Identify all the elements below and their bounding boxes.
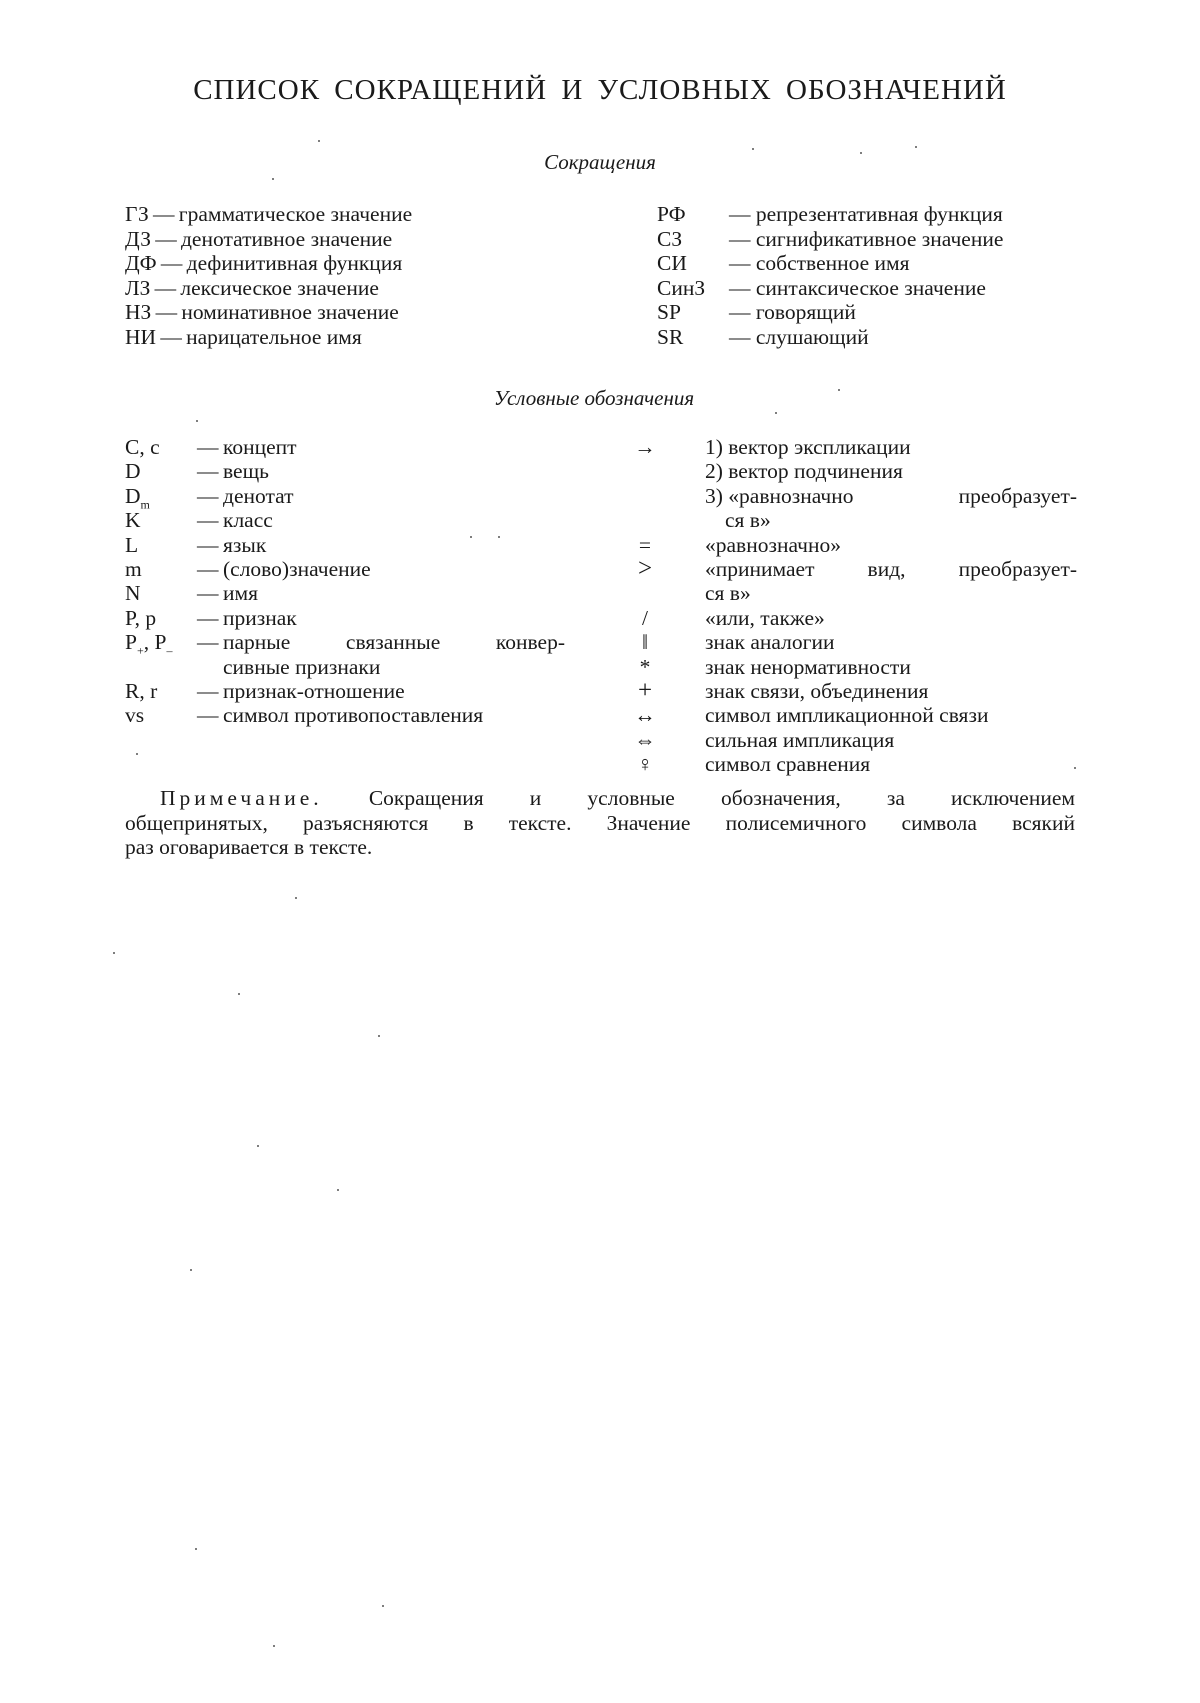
scan-speck <box>838 389 840 391</box>
symbol-desc: признак-отношение <box>223 678 405 703</box>
symbol-desc: денотат <box>223 483 294 508</box>
abbreviation-term: ЛЗ <box>125 275 151 300</box>
symbol-row <box>125 533 575 557</box>
symbol-desc: имя <box>223 581 259 606</box>
symbol-desc-continuation: ся в» <box>705 581 751 606</box>
abbreviation-term: РФ <box>657 202 686 226</box>
abbreviations-left-list <box>125 202 412 349</box>
comparison-icon: ♀ <box>636 752 654 777</box>
dash: — <box>155 226 177 251</box>
abbreviation-desc: слушающий <box>755 324 869 349</box>
dash: — <box>155 300 178 324</box>
dash: — <box>153 202 175 226</box>
abbreviation-desc: сигнификативное значение <box>755 226 1004 251</box>
abbreviation-row <box>657 325 1003 350</box>
dash: — <box>160 251 183 275</box>
symbol-row-continuation <box>625 508 1077 532</box>
abbreviation-desc: дефинитивная функция <box>186 251 403 275</box>
symbol-desc <box>705 557 1077 581</box>
symbol-row <box>625 752 1077 776</box>
abbreviation-desc: нарицательное имя <box>186 324 362 349</box>
desc-word: 3) «равнозначно <box>705 483 854 508</box>
strong-implication-icon: ⇔ <box>634 727 656 752</box>
symbol-term-base: P <box>154 630 167 655</box>
symbol-desc: вещь <box>223 459 269 484</box>
note-line: раз оговаривается в тексте. <box>125 835 373 859</box>
scan-speck <box>195 1548 197 1550</box>
symbol-row <box>125 703 575 727</box>
abbreviation-desc: лексическое значение <box>180 275 379 300</box>
symbol-desc-continuation: сивные признаки <box>223 654 381 679</box>
desc-word: «принимает <box>705 556 815 581</box>
symbol-row <box>125 557 575 581</box>
abbreviation-term: ДЗ <box>125 226 151 251</box>
dash: — <box>197 508 219 533</box>
abbreviation-row <box>125 202 412 227</box>
abbreviation-row <box>657 300 1003 325</box>
symbol-desc <box>705 484 1077 508</box>
symbol-desc: «равнозначно» <box>705 532 841 557</box>
symbol-desc: знак связи, объединения <box>705 678 929 703</box>
symbol-desc: знак ненормативности <box>705 654 911 679</box>
scan-speck <box>238 993 240 995</box>
abbreviation-term: SR <box>657 324 684 349</box>
scan-speck <box>860 152 862 154</box>
scan-speck <box>136 753 138 755</box>
abbreviation-row <box>657 202 1003 227</box>
asterisk-icon: * <box>639 654 651 679</box>
symbol-term: m <box>125 556 142 581</box>
dash: — <box>197 556 219 581</box>
symbols-right-list <box>625 435 1077 776</box>
symbol-desc: концепт <box>223 435 297 459</box>
symbol-row <box>625 630 1077 654</box>
dash: — <box>729 202 751 226</box>
desc-word: преобразует- <box>958 483 1077 508</box>
dash: — <box>197 435 219 459</box>
note-paragraph <box>125 786 1075 860</box>
dash: — <box>729 300 751 324</box>
abbreviation-desc: говорящий <box>755 300 856 324</box>
abbreviation-desc: репрезентативная функция <box>755 202 1003 226</box>
note-line: общепринятых, разъясняются в тексте. Значение полисемичного символа всякий <box>125 810 1075 835</box>
symbol-desc: сильная импликация <box>705 727 895 752</box>
desc-word: вид, <box>867 556 906 581</box>
symbols-heading: Условные обозначения <box>493 386 695 410</box>
symbol-term: vs <box>125 703 145 728</box>
equals-icon: = <box>638 532 652 557</box>
scan-speck <box>752 148 754 150</box>
scan-speck <box>257 1145 259 1147</box>
dash: — <box>729 275 751 300</box>
scan-speck <box>470 536 472 538</box>
symbol-desc: язык <box>223 532 267 557</box>
symbol-desc: 2) вектор подчинения <box>705 459 903 484</box>
symbol-desc-continuation: ся в» <box>725 508 771 533</box>
symbol-row <box>625 435 1077 459</box>
page-title: СПИСОК СОКРАЩЕНИЙ И УСЛОВНЫХ ОБОЗНАЧЕНИЙ <box>193 74 1007 106</box>
dash: — <box>154 275 177 300</box>
abbreviation-row <box>125 300 412 325</box>
symbol-row <box>125 435 575 459</box>
dash: — <box>197 459 219 484</box>
abbreviation-row <box>657 276 1003 301</box>
abbreviation-row <box>657 251 1003 276</box>
abbreviations-right-list <box>657 202 1003 349</box>
scan-speck <box>190 1269 192 1271</box>
scan-speck <box>498 536 500 538</box>
scan-speck <box>273 1645 275 1647</box>
desc-word: конвер- <box>495 630 565 655</box>
scan-speck <box>1074 767 1076 769</box>
symbol-row <box>125 679 575 703</box>
symbol-desc: символ импликационной связи <box>705 703 989 728</box>
arrow-right-icon: → <box>634 435 656 459</box>
symbol-row <box>125 459 575 483</box>
symbol-row <box>125 606 575 630</box>
scan-speck <box>337 1189 339 1191</box>
plus-icon: + <box>637 676 653 704</box>
symbol-row <box>625 655 1077 679</box>
symbol-desc <box>223 630 565 654</box>
note-text: Сокращения и условные обозначения, за исключением <box>368 786 1075 810</box>
abbreviation-term: НЗ <box>125 300 152 324</box>
symbol-term-separator: , <box>143 630 155 655</box>
abbreviation-desc: денотативное значение <box>180 226 393 251</box>
symbol-desc: признак <box>223 605 297 630</box>
symbol-row <box>125 508 575 532</box>
desc-word: парные <box>223 630 291 655</box>
abbreviation-row <box>125 227 412 252</box>
dash: — <box>729 324 751 349</box>
dash: — <box>729 251 751 275</box>
symbol-row <box>625 703 1077 727</box>
abbreviation-row <box>125 276 412 301</box>
dash: — <box>197 483 219 508</box>
abbreviation-row <box>125 251 412 276</box>
symbols-left-list <box>125 435 575 728</box>
symbol-desc: символ сравнения <box>705 752 871 777</box>
desc-word: преобразует- <box>958 556 1077 581</box>
symbol-term-subscript: + <box>136 643 144 658</box>
analogy-icon: ‖ <box>641 630 649 655</box>
abbreviation-term: SP <box>657 300 681 324</box>
scan-speck <box>318 140 320 142</box>
dash: — <box>197 532 219 557</box>
dash: — <box>197 581 219 606</box>
dash: — <box>729 226 751 251</box>
symbol-row <box>625 728 1077 752</box>
dash: — <box>197 605 219 630</box>
dash: — <box>197 703 219 728</box>
symbol-term: D <box>125 459 141 484</box>
abbreviation-term: СЗ <box>657 226 683 251</box>
abbreviation-desc: собственное имя <box>755 251 910 275</box>
scan-speck <box>295 897 297 899</box>
scan-speck <box>196 420 198 422</box>
symbol-row <box>125 483 575 512</box>
symbol-desc: «или, также» <box>705 605 825 630</box>
note-label: Примечание. <box>160 786 323 810</box>
symbol-term-subscript: m <box>140 497 150 512</box>
abbreviation-row <box>657 227 1003 252</box>
scan-speck <box>113 952 115 954</box>
symbol-term: R, r <box>125 678 158 703</box>
symbol-term: C, c <box>125 435 160 459</box>
abbreviation-row <box>125 325 412 350</box>
note-line <box>125 786 1075 811</box>
symbol-desc: знак аналогии <box>705 630 835 655</box>
abbreviation-term: ДФ <box>125 251 157 275</box>
symbol-desc: символ противопоставления <box>223 703 484 728</box>
slash-icon: / <box>642 605 648 630</box>
symbol-row-continuation <box>625 484 1077 508</box>
symbol-row <box>125 581 575 605</box>
abbreviation-term: ГЗ <box>125 202 149 226</box>
symbol-row <box>625 676 1077 704</box>
dash: — <box>197 678 219 703</box>
symbol-desc: класс <box>223 508 273 533</box>
symbol-term: N <box>125 581 141 606</box>
double-arrow-icon: ↔ <box>634 703 656 728</box>
symbol-row <box>125 630 575 658</box>
abbreviation-term: СинЗ <box>657 275 706 300</box>
symbol-desc: 1) вектор экспликации <box>705 435 911 459</box>
greater-than-icon: > <box>637 554 653 582</box>
abbreviation-desc: грамматическое значение <box>178 202 413 226</box>
abbreviation-term: СИ <box>657 251 687 275</box>
dash: — <box>197 630 219 655</box>
scan-speck <box>382 1605 384 1607</box>
symbol-row <box>625 533 1077 557</box>
scan-speck <box>272 178 274 180</box>
abbreviation-desc: синтаксическое значение <box>755 275 986 300</box>
symbol-row <box>625 606 1077 630</box>
abbreviations-heading: Сокращения <box>544 150 656 174</box>
symbol-row-continuation <box>625 581 1077 605</box>
scan-speck <box>915 146 917 148</box>
symbol-row <box>625 554 1077 582</box>
symbol-term-base: D <box>125 483 141 508</box>
dash: — <box>160 324 182 349</box>
abbreviation-term: НИ <box>125 324 157 349</box>
symbol-row-continuation <box>625 459 1077 483</box>
scan-speck <box>775 412 777 414</box>
symbol-row-continuation <box>125 655 575 679</box>
symbol-term-base: P <box>125 630 137 655</box>
abbreviation-desc: номинативное значение <box>181 300 399 324</box>
symbol-term: L <box>125 532 139 557</box>
desc-word: связанные <box>345 630 441 655</box>
symbol-term: K <box>125 508 141 533</box>
scan-speck <box>378 1035 380 1037</box>
symbol-desc: (слово)значение <box>223 556 371 581</box>
symbol-term-subscript: – <box>166 643 173 658</box>
symbol-term: P, p <box>125 605 157 630</box>
